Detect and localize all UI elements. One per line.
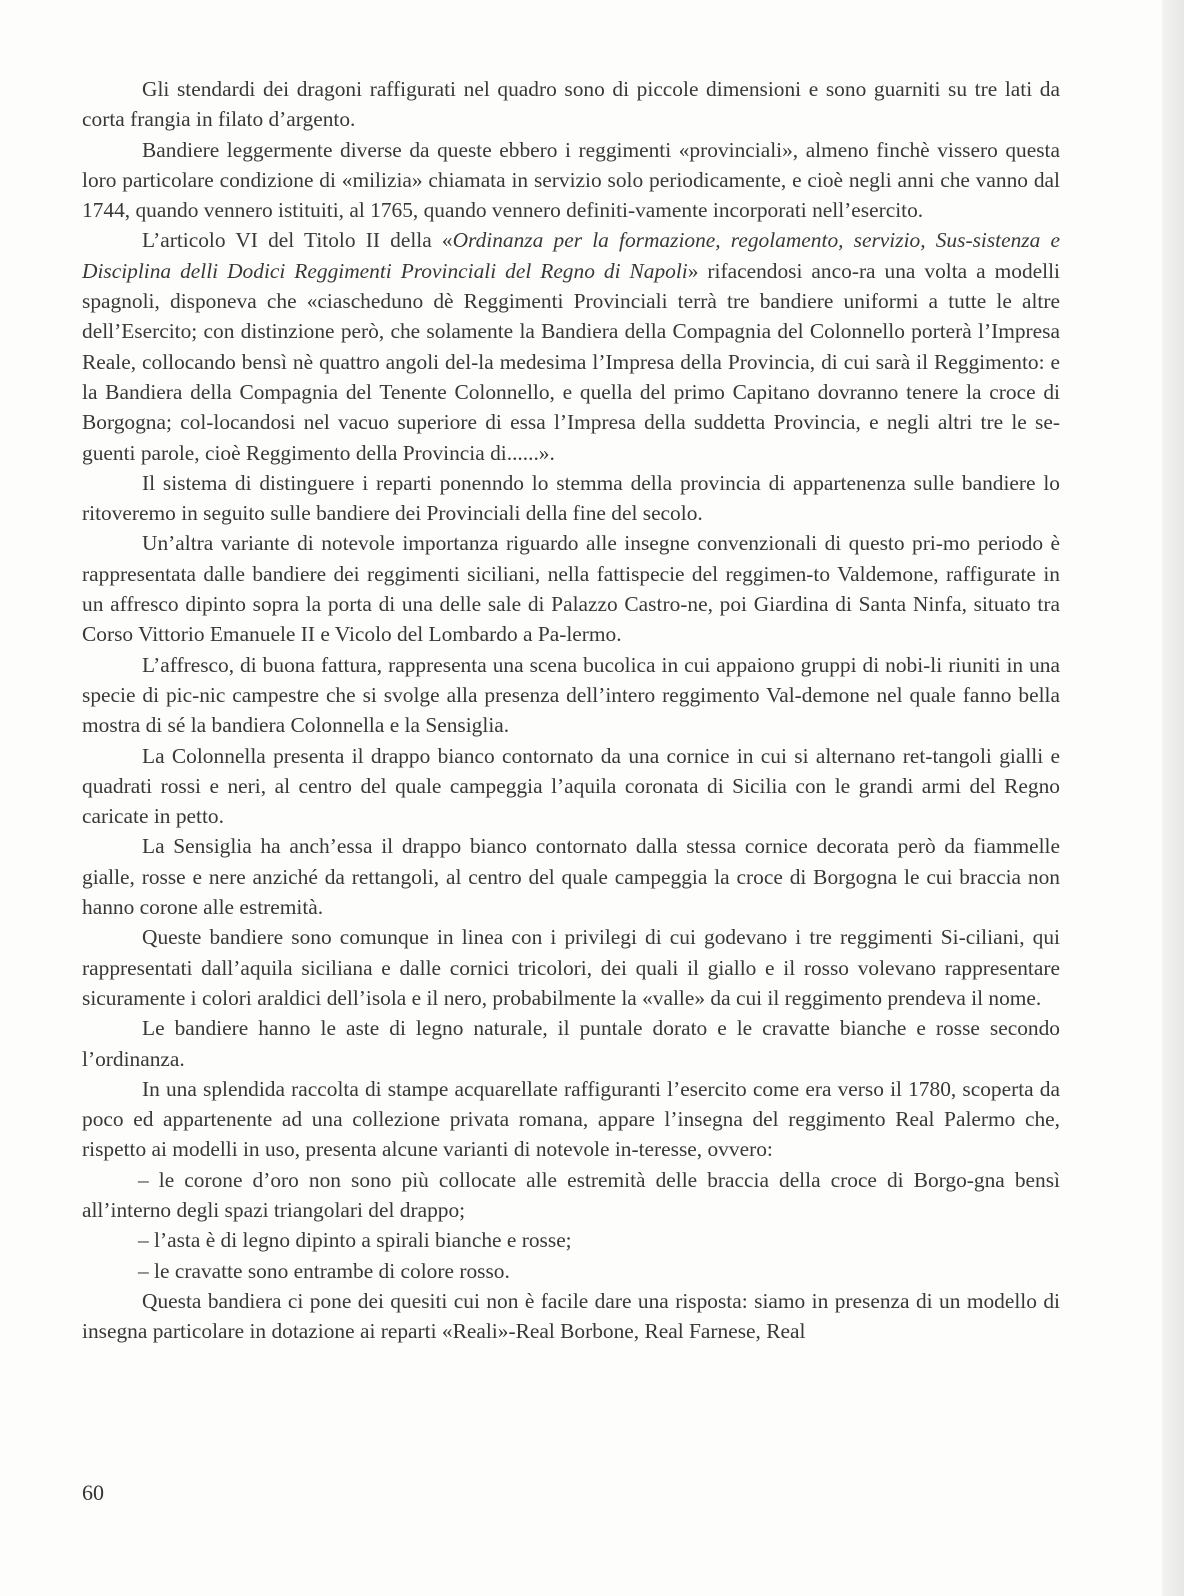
paragraph-prints-collection: In una splendida raccolta di stampe acquarellate raffiguranti l’esercito come era verso il 1780, scoperta da poco ed appartenente ad una collezione privata romana, appare l’insegna del reggimento Real Palermo che, rispetto ai modelli in uso, presenta alcune varianti di notevole in-teresse, ovvero:: [82, 1076, 1060, 1162]
paragraph-privileges: Queste bandiere sono comunque in linea con i privilegi di cui godevano i tre reggimenti Si-ciliani, qui rappresentati dall’aquila siciliana e dalle cornici tricolori, dei quali il giallo e il rosso volevano rappresentare sicuramente i colori araldici dell’isola e il nero, probabilmente la «valle» da cui il reggimento prendeva il nome.: [82, 925, 1060, 1010]
ordinanza-title: Ordinanza per la formazione, regolamento, servizio, Sus-sistenza e Disciplina delli Dodici Reggimenti Provinciali del Regno di Napoli: [82, 228, 1060, 283]
page-number: 60: [82, 1480, 104, 1505]
paragraph-ordinanza-article: L’articolo VI del Titolo II della «Ordinanza per la formazione, regolamento, servizio, Sus-sistenza e Disciplina delli Dodici Reggimenti Provinciali del Regno di Napoli» rifacendosi anco-ra una volta a modelli spagnoli, disponeva che «ciascheduno dè Reggimenti Provinciali terrà tre bandiere uniformi a tutte le altre dell’Esercito; con distinzione però, che solamente la Bandiera della Compagnia del Colonnello porterà l’Impresa Reale, collocando bensì nè quattro angoli del-la medesima l’Impresa della Provincia, di cui sarà il Reggimento: e la Bandiera della Compagnia del Tenente Colonnello, e quella del primo Capitano dovranno tenere la croce di Borgogna; col-locandosi nel vacuo superiore di essa l’Impresa della suddetta Provincia, e negli altri tre le se-guenti parole, cioè Reggimento della Provincia di......».: [82, 228, 1060, 465]
paragraph-colonnella: La Colonnella presenta il drappo bianco contornato da una cornice in cui si alternano ret-tangoli gialli e quadrati rossi e neri, al centro del quale campeggia l’aquila coronata di Sicilia con le grandi armi del Regno caricate in petto.: [82, 743, 1060, 829]
body-text: [82, 74, 1060, 1346]
list-item-staff: – l’asta è di legno dipinto a spirali bianche e rosse;: [138, 1228, 572, 1253]
paragraph-questions: Questa bandiera ci pone dei quesiti cui non è facile dare una risposta: siamo in presenza di un modello di insegna particolare in dotazione ai reparti «Reali»-Real Borbone, Real Farnese, Real: [82, 1288, 1060, 1344]
list-item-crowns: – le corone d’oro non sono più collocate alle estremità delle braccia della croce di Borgo-gna bensì all’interno degli spazi triangolari del drappo;: [82, 1167, 1060, 1222]
paragraph-staffs: Le bandiere hanno le aste di legno naturale, il puntale dorato e le cravatte bianche e rosse secondo l’ordinanza.: [82, 1016, 1060, 1071]
paragraph-provincial-regiments: Bandiere leggermente diverse da queste ebbero i reggimenti «provinciali», almeno finchè vissero questa loro particolare condizione di «milizia» chiamata in servizio solo periodicamente, e cioè negli anni che vanno dal 1744, quando vennero istituiti, al 1765, quando vennero definiti-vamente incorporati nell’esercito.: [82, 137, 1060, 223]
paragraph-fresco: L’affresco, di buona fattura, rappresenta una scena bucolica in cui appaiono gruppi di nobi-li riuniti in una specie di pic-nic campestre che si svolge alla presenza dell’intero reggimento Val-demone nel quale fanno bella mostra di sé la bandiera Colonnella e la Sensiglia.: [82, 652, 1060, 738]
paragraph-sensiglia: La Sensiglia ha anch’essa il drappo bianco contornato dalla stessa cornice decorata però da fiammelle gialle, rosse e nere anziché da rettangoli, al centro del quale campeggia la croce di Borgogna le cui braccia non hanno corone alle estremità.: [82, 834, 1060, 920]
paragraph-sicilian-regiments: Un’altra variante di notevole importanza riguardo alle insegne convenzionali di questo pri-mo periodo è rappresentata dalle bandiere dei reggimenti siciliani, nella fattispecie del reggimen-to Valdemone, raffigurate in un affresco dipinto sopra la porta di una delle sale di Palazzo Castro-ne, poi Giardina di Santa Ninfa, situato tra Corso Vittorio Emanuele II e Vicolo del Lombardo a Pa-lermo.: [82, 531, 1060, 647]
page-gutter-shadow: [1162, 0, 1184, 1596]
paragraph-province-emblem: Il sistema di distinguere i reparti ponenndo lo stemma della provincia di appartenenza sulle bandiere lo ritoveremo in seguito sulle bandiere dei Provinciali della fine del secolo.: [82, 470, 1060, 526]
list-item-cravats: – le cravatte sono entrambe di colore rosso.: [138, 1258, 510, 1283]
paragraph-dragoni-standards: Gli stendardi dei dragoni raffigurati nel quadro sono di piccole dimensioni e sono guarniti su tre lati da corta frangia in filato d’argento.: [82, 77, 1060, 132]
